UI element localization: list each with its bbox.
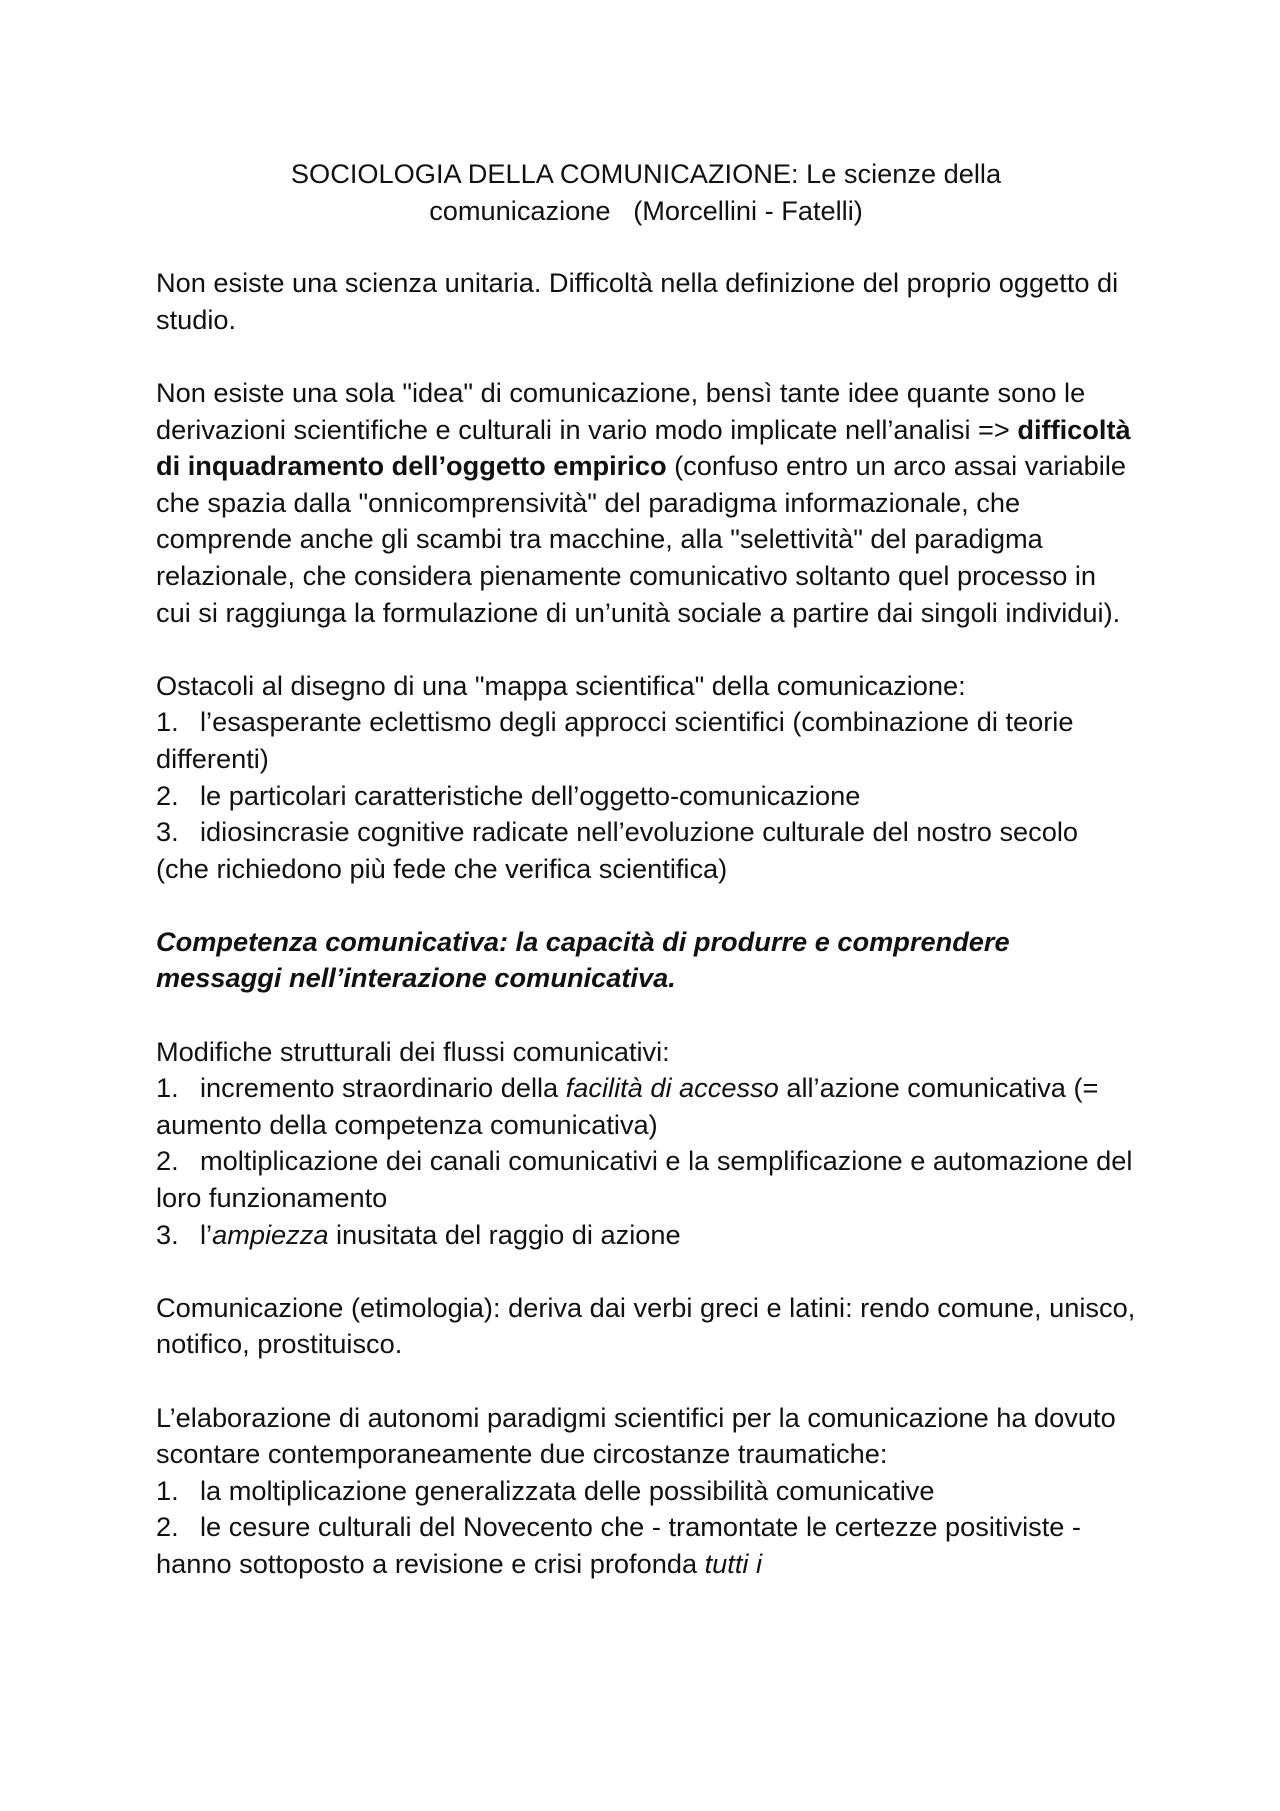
list-item: [156, 778, 1136, 815]
list-text: idiosincrasie cognitive radicate nell’evoluzione culturale del nostro secolo (che richiedono più fede che verifica scientifica): [156, 816, 1079, 884]
list-item: [156, 704, 1136, 777]
list-item: [156, 1217, 1136, 1254]
list-number: 2.: [156, 779, 179, 811]
list-number: 3.: [156, 816, 179, 848]
paragraph-paradigms: [156, 1400, 1136, 1583]
paragraph-unitary-science: Non esiste una scienza unitaria. Difficoltà nella definizione del proprio oggetto di studio.: [156, 267, 1119, 335]
list-item: [156, 1143, 1136, 1216]
document-page: [156, 156, 1136, 1619]
paragraph-obstacles: [156, 668, 1136, 888]
paragraph-etymology: Comunicazione (etimologia): deriva dai verbi greci e latini: rendo comune, unisco, notifico, prostituisco.: [156, 1291, 1136, 1360]
list-text: inusitata del raggio di azione: [328, 1218, 681, 1250]
list-text: la moltiplicazione generalizzata delle possibilità comunicative: [200, 1474, 935, 1506]
list-item: [156, 1509, 1136, 1582]
list-number: 1.: [156, 1474, 179, 1506]
list-item: [156, 1473, 1136, 1510]
paragraph-structural-changes: [156, 1034, 1136, 1254]
list-intro: Ostacoli al disegno di una "mappa scientifica" della comunicazione:: [156, 669, 966, 701]
title-line-2: comunicazione (Morcellini - Fatelli): [429, 194, 863, 226]
list-text: l’: [200, 1218, 213, 1250]
document-title: [156, 156, 1136, 229]
list-text: l’esasperante eclettismo degli approcci scientifici (combinazione di teorie differenti): [156, 706, 1074, 774]
list-text: all’azione comunicativa (= aumento della competenza comunicativa): [156, 1072, 1099, 1140]
bold-phrase: difficoltà di inquadramento dell’oggetto empirico: [156, 413, 1131, 482]
paragraph-text: Non esiste una sola "idea" di comunicazione, bensì tante idee quante sono le derivazioni scientifiche e culturali in vario modo implicate nell’analisi =>: [156, 376, 1086, 445]
list-text: le particolari caratteristiche dell’oggetto-comunicazione: [200, 779, 861, 811]
list-number: 2.: [156, 1511, 179, 1543]
list-text: moltiplicazione dei canali comunicativi e la semplificazione e automazione del loro funzionamento: [156, 1145, 1133, 1214]
list-text: le cesure culturali del Novecento che - tramontate le certezze positiviste - hanno sottoposto a revisione e crisi profonda: [156, 1511, 1081, 1579]
italic-phrase: facilità di accesso: [565, 1072, 779, 1104]
definition-competenza: Competenza comunicativa: la capacità di produrre e comprendere messaggi nell’interazione comunicativa.: [156, 925, 1010, 994]
list-number: 1.: [156, 1072, 179, 1104]
paragraph-idea-of-communication: [156, 375, 1136, 631]
list-item: [156, 1070, 1136, 1143]
italic-phrase: ampiezza: [212, 1218, 329, 1250]
list-number: 3.: [156, 1218, 179, 1250]
title-line-1: SOCIOLOGIA DELLA COMUNICAZIONE: Le scienze della: [290, 158, 1002, 189]
paragraph-text: (confuso entro un arco assai variabile che spazia dalla "onnicomprensività" del paradigma informazionale, che comprende anche gli scambi tra macchine, alla "selettività" del paradigma relazionale, che considera pienamente comunicativo soltanto quel processo in cui si raggiunga la formulazione di un’unità sociale a partire dai singoli individui).: [156, 450, 1126, 628]
list-intro: L’elaborazione di autonomi paradigmi scientifici per la comunicazione ha dovuto scontare contemporaneamente due circostanze traumatiche:: [156, 1401, 1116, 1470]
list-number: 1.: [156, 706, 179, 738]
list-item: [156, 814, 1136, 887]
list-intro: Modifiche strutturali dei flussi comunicativi:: [156, 1035, 670, 1067]
list-text: incremento straordinario della: [200, 1072, 566, 1104]
list-number: 2.: [156, 1145, 179, 1177]
italic-phrase: tutti i: [704, 1547, 763, 1579]
